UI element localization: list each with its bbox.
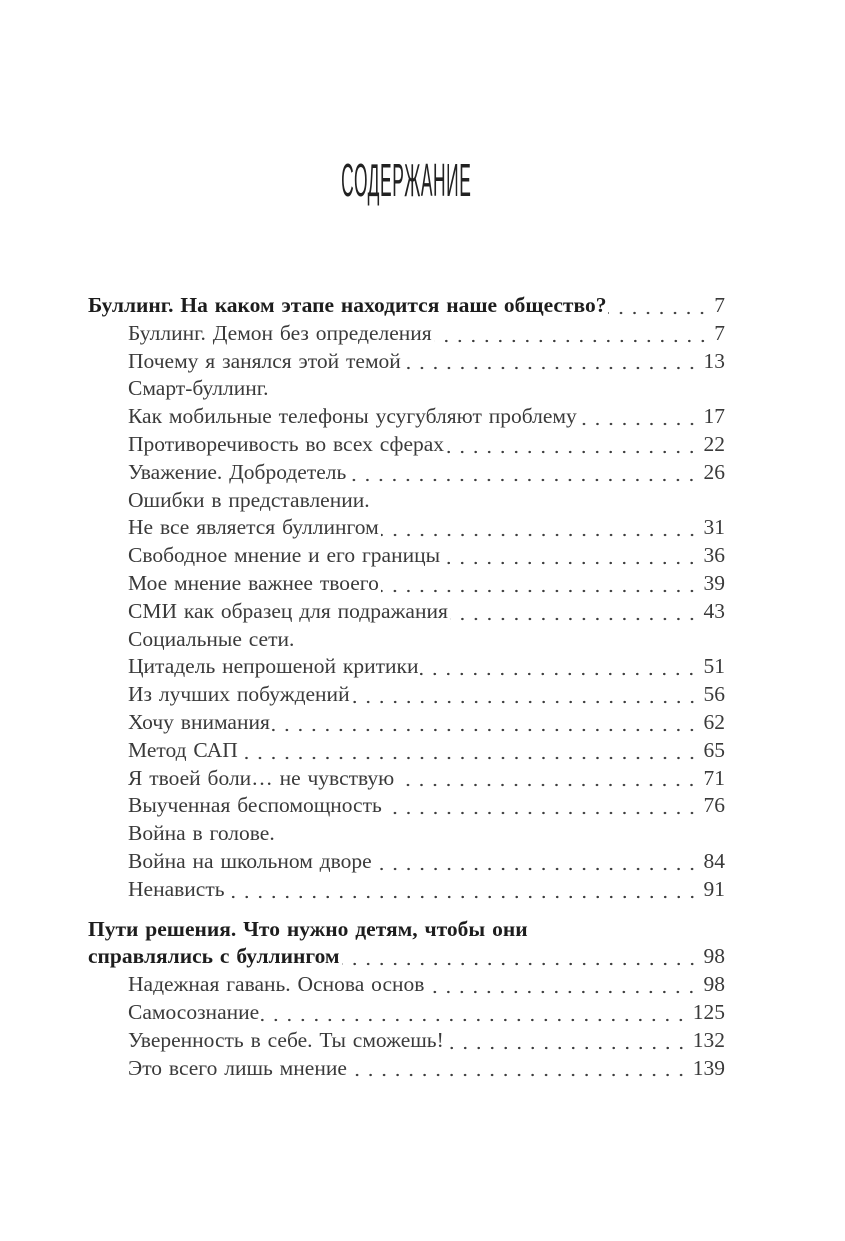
dot-leader — [352, 681, 701, 709]
toc-entry-title: Надежная гавань. Основа основ — [128, 972, 425, 997]
toc-row — [88, 1055, 725, 1083]
toc-entry-title: Буллинг. Демон без определения — [128, 320, 432, 345]
toc-entry-title: Как мобильные телефоны усугубляют проблему — [128, 404, 577, 429]
page-number: 65 — [703, 737, 725, 762]
toc-entry-title: Выученная беспомощность — [128, 793, 382, 818]
dot-leader — [374, 848, 701, 876]
dot-leader — [396, 765, 700, 793]
dot-leader — [381, 570, 701, 598]
toc-row — [88, 681, 725, 709]
toc-entry-title: Цитадель непрошеной критики — [128, 654, 419, 679]
toc-entry-title: Из лучших побуждений — [128, 682, 350, 707]
dot-leader — [384, 792, 701, 820]
toc-entry-title: Война на школьном дворе — [128, 848, 372, 873]
dot-leader — [381, 514, 701, 542]
toc-row — [88, 792, 725, 820]
toc-entry-title: Мое мнение важнее твоего — [128, 570, 379, 595]
toc-row — [88, 737, 725, 765]
toc-row — [88, 542, 725, 570]
page-number: 26 — [703, 459, 725, 484]
toc-entry-title: Ненависть — [128, 876, 225, 901]
toc-entry-title: Почему я занялся этой темой — [128, 348, 401, 373]
dot-leader — [442, 542, 700, 570]
page-number: 56 — [703, 682, 725, 707]
toc-row — [88, 403, 725, 431]
toc-entry-title: Свободное мнение и его границы — [128, 543, 441, 568]
page-number: 98 — [703, 972, 725, 997]
dot-leader — [450, 598, 701, 626]
page-number: 7 — [714, 320, 725, 345]
page-number: 125 — [692, 999, 725, 1024]
toc-row — [88, 653, 725, 681]
toc-row — [88, 598, 725, 626]
page-number: 13 — [703, 348, 725, 373]
dot-leader — [349, 1055, 690, 1083]
toc-entry-title: Социальные сети. — [128, 626, 295, 651]
contents-title: СОДЕРЖАНИЕ — [341, 155, 472, 207]
toc-list — [88, 292, 725, 1082]
dot-leader — [426, 971, 700, 999]
toc-entry-title: Хочу внимания — [128, 709, 270, 734]
dot-leader — [272, 709, 701, 737]
dot-leader — [261, 999, 690, 1027]
toc-row — [88, 570, 725, 598]
toc-entry-title: Буллинг. На каком этапе находится наше общество? — [88, 293, 607, 317]
toc-entry-title: Пути решения. Что нужно детям, чтобы они — [88, 916, 528, 941]
toc-row — [88, 943, 725, 971]
toc-row — [88, 514, 725, 542]
page-number: 51 — [703, 654, 725, 679]
toc-row — [88, 459, 725, 487]
toc-row — [88, 292, 725, 320]
toc-entry-title: Уважение. Добродетель — [128, 459, 347, 484]
toc-row — [88, 999, 725, 1027]
page-number: 76 — [703, 793, 725, 818]
toc-entry-title: Самосознание — [128, 999, 260, 1024]
page-number: 98 — [703, 944, 725, 969]
page-number: 43 — [703, 598, 725, 623]
toc-row — [88, 348, 725, 376]
page-number: 91 — [703, 876, 725, 901]
toc-entry-title: Уверенность в себе. Ты сможешь! — [128, 1027, 444, 1052]
toc-entry-title: Смарт-буллинг. — [128, 376, 269, 401]
dot-leader — [420, 653, 700, 681]
page-number: 139 — [692, 1055, 725, 1080]
toc-row — [88, 431, 725, 459]
page-number: 84 — [703, 848, 725, 873]
toc-entry-title: СМИ как образец для подражания — [128, 598, 448, 623]
page-number: 62 — [703, 709, 725, 734]
page-number: 132 — [692, 1027, 725, 1052]
dot-leader — [403, 348, 701, 376]
toc-row — [88, 709, 725, 737]
page-number: 22 — [703, 431, 725, 456]
toc-row — [88, 971, 725, 999]
dot-leader — [348, 459, 700, 487]
dot-leader — [579, 403, 701, 431]
toc-entry-title: Это всего лишь мнение — [128, 1055, 347, 1080]
toc-row — [88, 487, 725, 515]
page-number: 17 — [703, 404, 725, 429]
toc-row — [88, 916, 725, 944]
page-number: 71 — [703, 765, 725, 790]
toc-entry-title: справлялись с буллингом — [88, 944, 340, 969]
toc-row — [88, 375, 725, 403]
page-number: 36 — [703, 543, 725, 568]
dot-leader — [342, 943, 701, 971]
toc-row — [88, 848, 725, 876]
dot-leader — [446, 1027, 690, 1055]
dot-leader — [608, 292, 711, 320]
toc-row — [88, 876, 725, 904]
dot-leader — [240, 737, 701, 765]
page-number: 31 — [703, 515, 725, 540]
toc-row — [88, 320, 725, 348]
contents-content — [88, 0, 725, 1082]
toc-entry-title: Ошибки в представлении. — [128, 487, 370, 512]
page-number: 7 — [714, 293, 725, 317]
contents-title-wrap — [88, 0, 725, 207]
toc-row — [88, 820, 725, 848]
toc-entry-title: Метод САП — [128, 737, 238, 762]
toc-row — [88, 765, 725, 793]
page-number: 39 — [703, 570, 725, 595]
toc-row — [88, 626, 725, 654]
toc-entry-title: Противоречивость во всех сферах — [128, 431, 445, 456]
toc-entry-title: Война в голове. — [128, 821, 275, 846]
dot-leader — [434, 320, 712, 348]
toc-entry-title: Я твоей боли… не чувствую — [128, 765, 395, 790]
dot-leader — [446, 431, 700, 459]
dot-leader — [227, 876, 701, 904]
toc-entry-title: Не все является буллингом — [128, 515, 379, 540]
toc-row — [88, 1027, 725, 1055]
